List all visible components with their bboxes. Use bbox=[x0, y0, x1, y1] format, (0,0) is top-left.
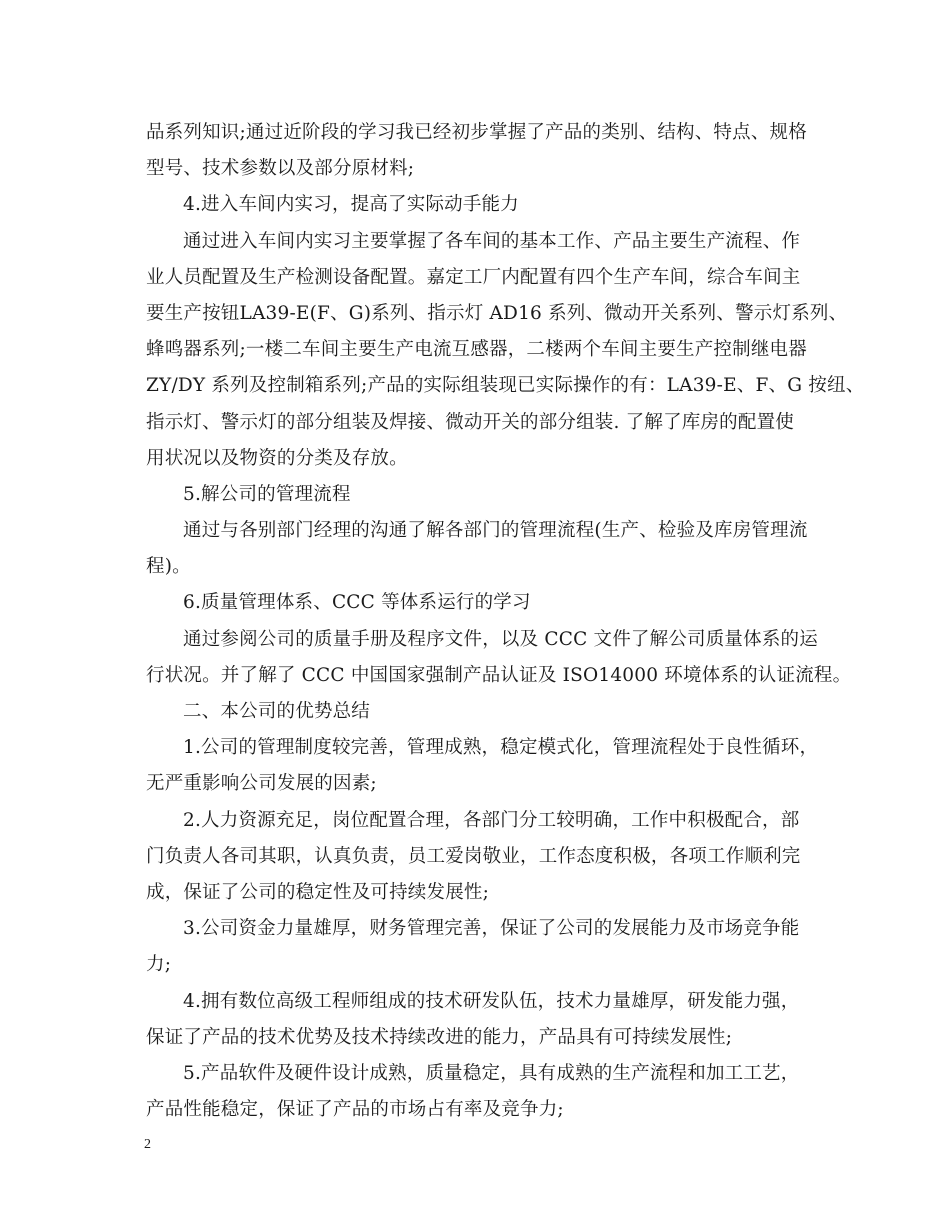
text-line: 通过与各别部门经理的沟通了解各部门的管理流程(生产、检验及库房管理流 bbox=[183, 520, 808, 542]
text-line: 行状况。并了解了 CCC 中国国家强制产品认证及 ISO14000 环境体系的认证流程。 bbox=[146, 664, 852, 686]
text-line: 程)。 bbox=[146, 556, 191, 578]
text-line: 1.公司的管理制度较完善，管理成熟，稳定模式化，管理流程处于良性循环， bbox=[183, 737, 819, 759]
text-line: 品系列知识;通过近阶段的学习我已经初步掌握了产品的类别、结构、特点、规格 bbox=[146, 122, 807, 143]
text-line: 4.进入车间内实习，提高了实际动手能力 bbox=[183, 194, 519, 216]
text-line: 保证了产品的技术优势及技术持续改进的能力，产品具有可持续发展性; bbox=[146, 1026, 733, 1048]
text-line: 二、本公司的优势总结 bbox=[183, 701, 371, 722]
text-line: 6.质量管理体系、CCC 等体系运行的学习 bbox=[183, 592, 531, 614]
text-line: 通过进入车间内实习主要掌握了各车间的基本工作、产品主要生产流程、作 bbox=[183, 230, 801, 252]
text-line: 3.公司资金力量雄厚，财务管理完善，保证了公司的发展能力及市场竞争能 bbox=[183, 918, 800, 940]
text-line: 通过参阅公司的质量手册及程序文件，以及 CCC 文件了解公司质量体系的运 bbox=[183, 628, 818, 650]
text-line: 5.产品软件及硬件设计成熟，质量稳定，具有成熟的生产流程和加工工艺， bbox=[183, 1062, 800, 1084]
text-line: ZY/DY 系列及控制箱系列;产品的实际组装现已实际操作的有：LA39-E、F、G 按纽、 bbox=[146, 375, 865, 397]
text-line: 型号、技术参数以及部分原材料; bbox=[146, 158, 415, 180]
text-line: 指示灯、警示灯的部分组装及焊接、微动开关的部分组装. 了解了库房的配置使 bbox=[146, 411, 794, 433]
text-line: 业人员配置及生产检测设备配置。嘉定工厂内配置有四个生产车间，综合车间主 bbox=[146, 266, 801, 288]
text-line: 5.解公司的管理流程 bbox=[183, 483, 351, 505]
text-line: 蜂鸣器系列;一楼二车间主要生产电流互感器，二楼两个车间主要生产控制继电器 bbox=[146, 339, 807, 361]
text-line: 力; bbox=[146, 954, 172, 976]
text-line: 成，保证了公司的稳定性及可持续发展性; bbox=[146, 881, 490, 903]
page-number: 2 bbox=[144, 1137, 151, 1152]
text-line: 2.人力资源充足，岗位配置合理，各部门分工较明确，工作中积极配合，部 bbox=[183, 809, 800, 831]
body-text bbox=[146, 115, 865, 1128]
text-line: 无严重影响公司发展的因素; bbox=[146, 773, 377, 795]
text-line: 用状况以及物资的分类及存放。 bbox=[146, 447, 408, 469]
text-line: 门负责人各司其职，认真负责，员工爱岗敬业，工作态度积极，各项工作顺利完 bbox=[146, 845, 801, 867]
text-line: 4.拥有数位高级工程师组成的技术研发队伍，技术力量雄厚，研发能力强， bbox=[183, 990, 800, 1012]
text-line: 产品性能稳定，保证了产品的市场占有率及竞争力; bbox=[146, 1099, 564, 1121]
text-line: 要生产按钮LA39-E(F、G)系列、指示灯 AD16 系列、微动开关系列、警示灯系列、 bbox=[146, 302, 848, 324]
